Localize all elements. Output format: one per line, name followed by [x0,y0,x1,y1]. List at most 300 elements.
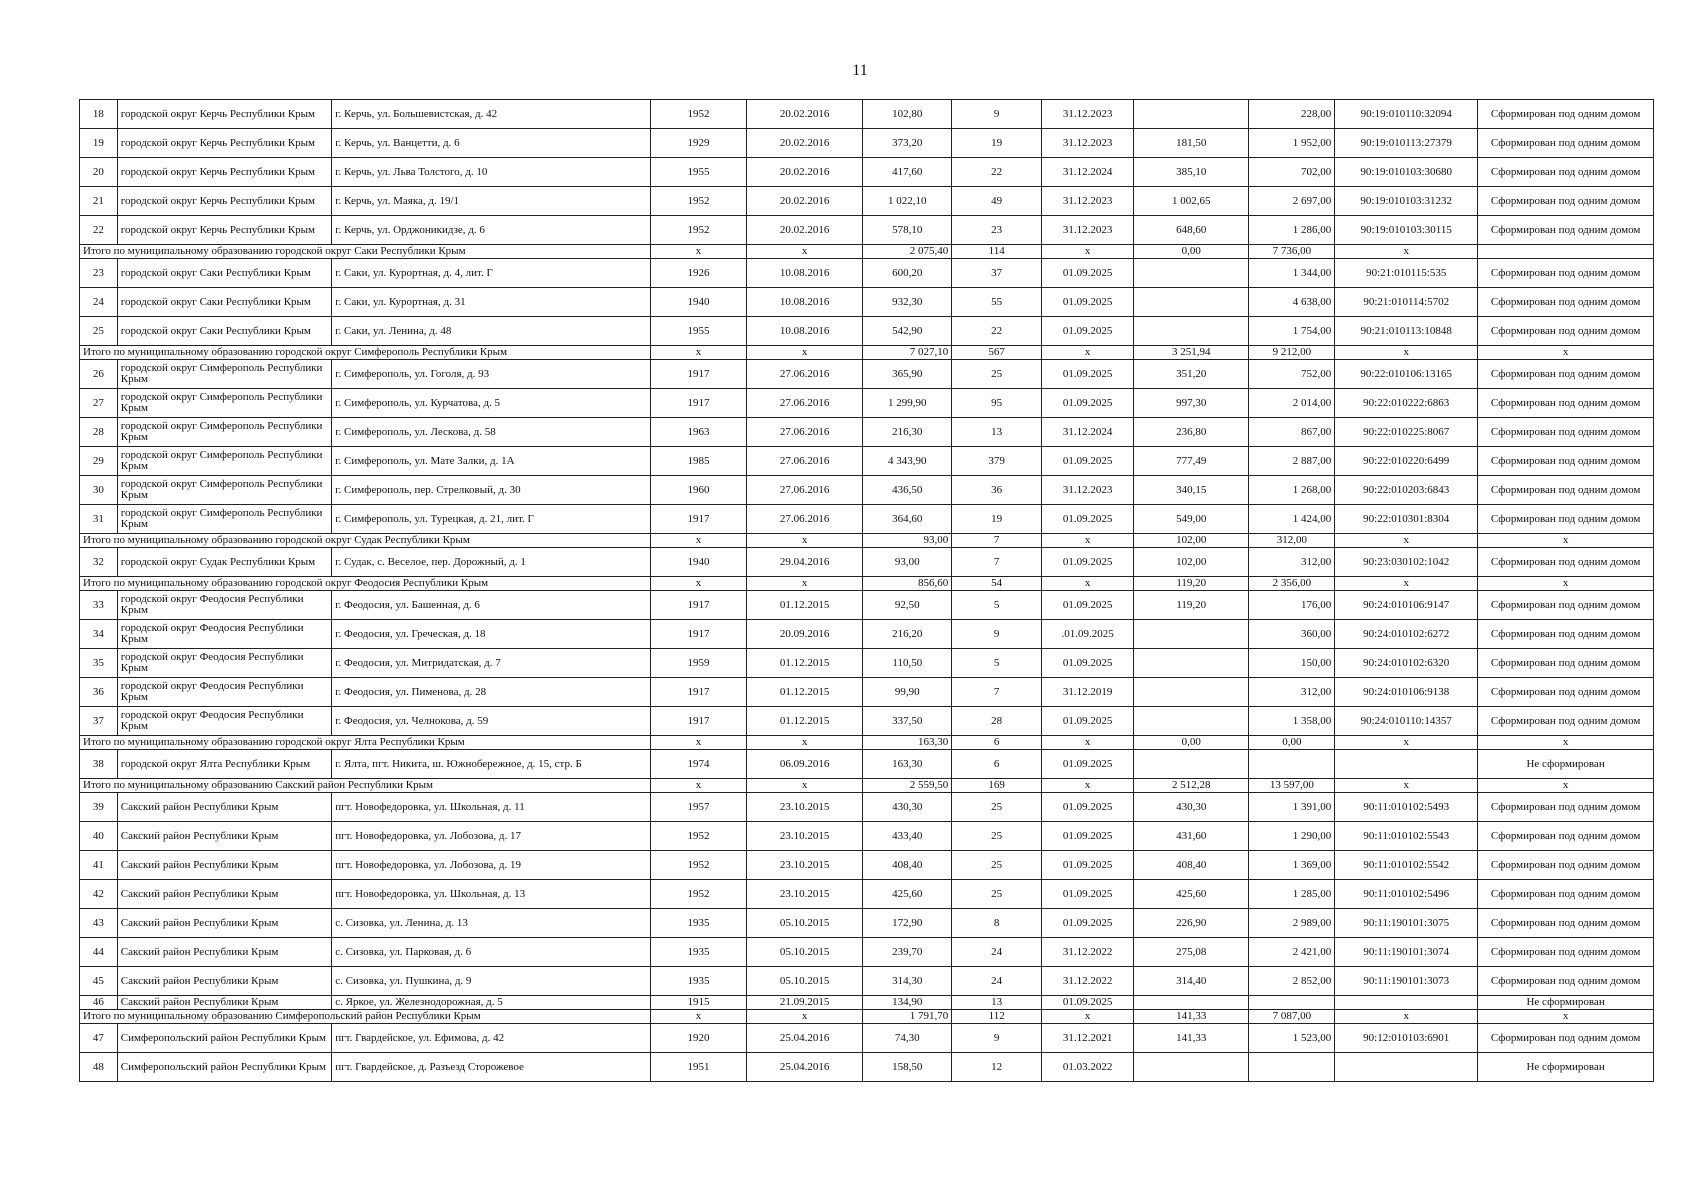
land-area-cell: 314,40 [1134,967,1249,996]
address-cell: г. Керчь, ул. Льва Толстого, д. 10 [332,158,651,187]
deadline-cell: 01.09.2025 [1042,996,1134,1010]
cost-cell: 176,00 [1249,591,1335,620]
address-cell: г. Феодосия, ул. Пименова, д. 28 [332,678,651,707]
address-cell: г. Симферополь, ул. Турецкая, д. 21, лит. Г [332,505,651,534]
area-cell: 4 343,90 [863,447,952,476]
owner-cell: Симферопольский район Республики Крым [117,1024,331,1053]
subtotal-area-land: 3 251,94 [1134,346,1249,360]
address-cell: г. Керчь, ул. Маяка, д. 19/1 [332,187,651,216]
residents-cell: 19 [952,129,1042,158]
land-area-cell: 236,80 [1134,418,1249,447]
land-status-cell: Сформирован под одним домом [1478,389,1654,418]
row-number: 23 [80,259,118,288]
subtotal-cost: 2 356,00 [1249,577,1335,591]
table-row [80,158,1654,187]
residents-cell: 25 [952,822,1042,851]
residents-cell: 5 [952,649,1042,678]
land-status-cell: Сформирован под одним домом [1478,129,1654,158]
area-cell: 364,60 [863,505,952,534]
cost-cell: 1 344,00 [1249,259,1335,288]
land-area-cell: 351,20 [1134,360,1249,389]
cadastral-number-cell: 90:24:010110:14357 [1335,707,1478,736]
year-built-cell: 1955 [650,158,746,187]
cost-cell: 1 369,00 [1249,851,1335,880]
deadline-cell: 31.12.2023 [1042,129,1134,158]
year-built-cell: 1952 [650,880,746,909]
area-cell: 542,90 [863,317,952,346]
land-area-cell [1134,750,1249,779]
subtotal-cadastral: x [1335,1010,1478,1024]
owner-cell: городской округ Феодосия Республики Крым [117,707,331,736]
address-cell: г. Судак, с. Веселое, пер. Дорожный, д. 1 [332,548,651,577]
year-built-cell: 1920 [650,1024,746,1053]
recognition-date-cell: 20.02.2016 [746,216,862,245]
year-built-cell: 1917 [650,389,746,418]
land-area-cell [1134,1053,1249,1082]
land-status-cell: Сформирован под одним домом [1478,938,1654,967]
address-cell: г. Симферополь, ул. Гоголя, д. 93 [332,360,651,389]
address-cell: г. Саки, ул. Курортная, д. 4, лит. Г [332,259,651,288]
area-cell: 99,90 [863,678,952,707]
subtotal-area: 163,30 [863,736,952,750]
owner-cell: Сакский район Республики Крым [117,996,331,1010]
recognition-date-cell: 20.02.2016 [746,129,862,158]
land-status-cell: Сформирован под одним домом [1478,620,1654,649]
deadline-cell: .01.09.2025 [1042,620,1134,649]
cadastral-number-cell: 90:23:030102:1042 [1335,548,1478,577]
address-cell: с. Сизовка, ул. Пушкина, д. 9 [332,967,651,996]
row-number: 19 [80,129,118,158]
residents-cell: 6 [952,750,1042,779]
address-cell: с. Сизовка, ул. Парковая, д. 6 [332,938,651,967]
address-cell: пгт. Гвардейское, д. Разъезд Сторожевое [332,1053,651,1082]
cost-cell: 1 754,00 [1249,317,1335,346]
table-row [80,505,1654,534]
deadline-cell: 31.12.2023 [1042,476,1134,505]
subtotal-residents: 7 [952,534,1042,548]
year-built-cell: 1917 [650,707,746,736]
deadline-cell: 31.12.2022 [1042,938,1134,967]
cost-cell: 360,00 [1249,620,1335,649]
row-number: 46 [80,996,118,1010]
deadline-cell: 31.12.2021 [1042,1024,1134,1053]
cadastral-number-cell: 90:21:010115:535 [1335,259,1478,288]
subtotal-row [80,577,1654,591]
area-cell: 365,90 [863,360,952,389]
cost-cell: 150,00 [1249,649,1335,678]
recognition-date-cell: 23.10.2015 [746,793,862,822]
table-row [80,620,1654,649]
land-status-cell: Сформирован под одним домом [1478,288,1654,317]
subtotal-row [80,245,1654,259]
area-cell: 417,60 [863,158,952,187]
subtotal-area-land: 119,20 [1134,577,1249,591]
recognition-date-cell: 01.12.2015 [746,707,862,736]
deadline-cell: 01.09.2025 [1042,317,1134,346]
subtotal-row [80,346,1654,360]
owner-cell: Симферопольский район Республики Крым [117,1053,331,1082]
subtotal-label: Итого по муниципальному образованию городской округ Ялта Республики Крым [80,736,651,750]
land-status-cell: Сформирован под одним домом [1478,418,1654,447]
cost-cell [1249,996,1335,1010]
recognition-date-cell: 05.10.2015 [746,909,862,938]
table-row [80,938,1654,967]
land-area-cell: 430,30 [1134,793,1249,822]
year-built-cell: 1940 [650,288,746,317]
cadastral-number-cell: 90:19:010103:31232 [1335,187,1478,216]
subtotal-area-land: 141,33 [1134,1010,1249,1024]
area-cell: 74,30 [863,1024,952,1053]
cost-cell [1249,1053,1335,1082]
land-status-cell: Сформирован под одним домом [1478,505,1654,534]
deadline-cell: 01.09.2025 [1042,707,1134,736]
area-cell: 578,10 [863,216,952,245]
year-built-cell: 1985 [650,447,746,476]
subtotal-label: Итого по муниципальному образованию Симферопольский район Республики Крым [80,1010,651,1024]
deadline-cell: 01.09.2025 [1042,793,1134,822]
subtotal-status: x [1478,736,1654,750]
table-row [80,996,1654,1010]
residents-cell: 19 [952,505,1042,534]
land-status-cell: Сформирован под одним домом [1478,649,1654,678]
land-status-cell: Сформирован под одним домом [1478,591,1654,620]
land-area-cell: 226,90 [1134,909,1249,938]
cadastral-number-cell: 90:11:010102:5542 [1335,851,1478,880]
row-number: 20 [80,158,118,187]
owner-cell: городской округ Саки Республики Крым [117,259,331,288]
table-row [80,100,1654,129]
row-number: 27 [80,389,118,418]
table-row [80,851,1654,880]
subtotal-deadline: x [1042,534,1134,548]
land-area-cell: 102,00 [1134,548,1249,577]
subtotal-cost: 9 212,00 [1249,346,1335,360]
land-area-cell: 549,00 [1134,505,1249,534]
subtotal-cadastral: x [1335,534,1478,548]
cadastral-number-cell: 90:19:010110:32094 [1335,100,1478,129]
owner-cell: городской округ Симферополь Республики Крым [117,360,331,389]
cost-cell: 228,00 [1249,100,1335,129]
land-status-cell: Сформирован под одним домом [1478,678,1654,707]
owner-cell: Сакский район Республики Крым [117,967,331,996]
area-cell: 408,40 [863,851,952,880]
year-built-cell: 1952 [650,187,746,216]
table-row [80,216,1654,245]
residents-cell: 22 [952,317,1042,346]
subtotal-area-land: 0,00 [1134,245,1249,259]
subtotal-year: x [650,346,746,360]
year-built-cell: 1935 [650,909,746,938]
cost-cell: 312,00 [1249,678,1335,707]
recognition-date-cell: 21.09.2015 [746,996,862,1010]
table-row [80,187,1654,216]
recognition-date-cell: 10.08.2016 [746,317,862,346]
cost-cell: 2 852,00 [1249,967,1335,996]
land-status-cell: Сформирован под одним домом [1478,317,1654,346]
row-number: 34 [80,620,118,649]
land-status-cell: Сформирован под одним домом [1478,1024,1654,1053]
subtotal-cadastral: x [1335,245,1478,259]
deadline-cell: 01.09.2025 [1042,548,1134,577]
subtotal-date: x [746,736,862,750]
land-area-cell [1134,100,1249,129]
row-number: 31 [80,505,118,534]
cadastral-number-cell: 90:11:010102:5496 [1335,880,1478,909]
residents-cell: 13 [952,996,1042,1010]
residents-cell: 28 [952,707,1042,736]
cadastral-number-cell: 90:21:010114:5702 [1335,288,1478,317]
table-row [80,389,1654,418]
table-row [80,317,1654,346]
land-status-cell: Сформирован под одним домом [1478,100,1654,129]
cost-cell [1249,750,1335,779]
subtotal-date: x [746,245,862,259]
residents-cell: 379 [952,447,1042,476]
cost-cell: 702,00 [1249,158,1335,187]
land-status-cell: Не сформирован [1478,996,1654,1010]
area-cell: 134,90 [863,996,952,1010]
residents-cell: 24 [952,938,1042,967]
cadastral-number-cell: 90:24:010102:6320 [1335,649,1478,678]
residents-cell: 25 [952,880,1042,909]
address-cell: г. Симферополь, ул. Лескова, д. 58 [332,418,651,447]
land-status-cell: Сформирован под одним домом [1478,476,1654,505]
cadastral-number-cell: 90:19:010113:27379 [1335,129,1478,158]
subtotal-row [80,779,1654,793]
land-area-cell [1134,678,1249,707]
year-built-cell: 1929 [650,129,746,158]
address-cell: с. Сизовка, ул. Ленина, д. 13 [332,909,651,938]
subtotal-year: x [650,534,746,548]
owner-cell: городской округ Керчь Республики Крым [117,129,331,158]
land-area-cell [1134,996,1249,1010]
table-row [80,360,1654,389]
residents-cell: 55 [952,288,1042,317]
land-area-cell: 141,33 [1134,1024,1249,1053]
cost-cell: 4 638,00 [1249,288,1335,317]
page-number: 11 [852,62,868,79]
owner-cell: городской округ Керчь Республики Крым [117,158,331,187]
row-number: 43 [80,909,118,938]
residents-cell: 7 [952,548,1042,577]
subtotal-area: 2 075,40 [863,245,952,259]
area-cell: 239,70 [863,938,952,967]
subtotal-cost: 7 736,00 [1249,245,1335,259]
year-built-cell: 1917 [650,591,746,620]
row-number: 33 [80,591,118,620]
row-number: 30 [80,476,118,505]
land-area-cell: 777,49 [1134,447,1249,476]
address-cell: пгт. Новофедоровка, ул. Лобозова, д. 17 [332,822,651,851]
land-area-cell: 119,20 [1134,591,1249,620]
year-built-cell: 1959 [650,649,746,678]
cost-cell: 1 952,00 [1249,129,1335,158]
land-status-cell: Сформирован под одним домом [1478,447,1654,476]
owner-cell: Сакский район Республики Крым [117,880,331,909]
subtotal-status: x [1478,534,1654,548]
cadastral-number-cell: 90:22:010106:13165 [1335,360,1478,389]
area-cell: 102,80 [863,100,952,129]
cadastral-number-cell: 90:22:010220:6499 [1335,447,1478,476]
recognition-date-cell: 05.10.2015 [746,938,862,967]
residents-cell: 13 [952,418,1042,447]
recognition-date-cell: 25.04.2016 [746,1024,862,1053]
subtotal-area: 856,60 [863,577,952,591]
deadline-cell: 31.12.2024 [1042,418,1134,447]
land-area-cell [1134,288,1249,317]
cadastral-number-cell [1335,750,1478,779]
land-area-cell: 275,08 [1134,938,1249,967]
address-cell: пгт. Гвардейское, ул. Ефимова, д. 42 [332,1024,651,1053]
land-status-cell: Сформирован под одним домом [1478,967,1654,996]
cadastral-number-cell [1335,996,1478,1010]
land-status-cell: Сформирован под одним домом [1478,548,1654,577]
recognition-date-cell: 27.06.2016 [746,476,862,505]
year-built-cell: 1960 [650,476,746,505]
address-cell: г. Симферополь, ул. Курчатова, д. 5 [332,389,651,418]
subtotal-label: Итого по муниципальному образованию городской округ Феодосия Республики Крым [80,577,651,591]
subtotal-cost: 7 087,00 [1249,1010,1335,1024]
table-row [80,649,1654,678]
area-cell: 314,30 [863,967,952,996]
land-status-cell: Сформирован под одним домом [1478,158,1654,187]
cadastral-number-cell: 90:21:010113:10848 [1335,317,1478,346]
table-row [80,793,1654,822]
land-status-cell: Сформирован под одним домом [1478,880,1654,909]
subtotal-date: x [746,779,862,793]
area-cell: 110,50 [863,649,952,678]
row-number: 32 [80,548,118,577]
deadline-cell: 31.12.2019 [1042,678,1134,707]
residents-cell: 7 [952,678,1042,707]
recognition-date-cell: 25.04.2016 [746,1053,862,1082]
deadline-cell: 31.12.2022 [1042,967,1134,996]
recognition-date-cell: 20.02.2016 [746,100,862,129]
cadastral-number-cell: 90:22:010222:6863 [1335,389,1478,418]
area-cell: 433,40 [863,822,952,851]
cadastral-number-cell: 90:24:010106:9147 [1335,591,1478,620]
deadline-cell: 01.03.2022 [1042,1053,1134,1082]
residents-cell: 37 [952,259,1042,288]
year-built-cell: 1952 [650,216,746,245]
land-area-cell: 181,50 [1134,129,1249,158]
area-cell: 430,30 [863,793,952,822]
table-row [80,1053,1654,1082]
recognition-date-cell: 10.08.2016 [746,259,862,288]
row-number: 36 [80,678,118,707]
row-number: 29 [80,447,118,476]
subtotal-date: x [746,534,862,548]
cadastral-number-cell [1335,1053,1478,1082]
deadline-cell: 31.12.2023 [1042,100,1134,129]
deadline-cell: 01.09.2025 [1042,591,1134,620]
owner-cell: Сакский район Республики Крым [117,938,331,967]
land-status-cell: Сформирован под одним домом [1478,851,1654,880]
deadline-cell: 01.09.2025 [1042,505,1134,534]
subtotal-residents: 567 [952,346,1042,360]
row-number: 47 [80,1024,118,1053]
cadastral-number-cell: 90:22:010225:8067 [1335,418,1478,447]
subtotal-status: x [1478,779,1654,793]
deadline-cell: 01.09.2025 [1042,822,1134,851]
subtotal-label: Итого по муниципальному образованию Сакский район Республики Крым [80,779,651,793]
cost-cell: 1 523,00 [1249,1024,1335,1053]
area-cell: 216,20 [863,620,952,649]
recognition-date-cell: 05.10.2015 [746,967,862,996]
owner-cell: Сакский район Республики Крым [117,822,331,851]
residents-cell: 9 [952,620,1042,649]
cost-cell: 2 421,00 [1249,938,1335,967]
deadline-cell: 31.12.2024 [1042,158,1134,187]
housing-registry-table [79,99,1654,1082]
table-row [80,678,1654,707]
address-cell: г. Керчь, ул. Орджоникидзе, д. 6 [332,216,651,245]
land-area-cell: 1 002,65 [1134,187,1249,216]
row-number: 45 [80,967,118,996]
cadastral-number-cell: 90:11:190101:3074 [1335,938,1478,967]
year-built-cell: 1915 [650,996,746,1010]
recognition-date-cell: 27.06.2016 [746,360,862,389]
residents-cell: 23 [952,216,1042,245]
cost-cell: 752,00 [1249,360,1335,389]
year-built-cell: 1917 [650,620,746,649]
subtotal-year: x [650,245,746,259]
year-built-cell: 1940 [650,548,746,577]
year-built-cell: 1935 [650,967,746,996]
area-cell: 93,00 [863,548,952,577]
deadline-cell: 01.09.2025 [1042,880,1134,909]
subtotal-area-land: 0,00 [1134,736,1249,750]
land-status-cell: Сформирован под одним домом [1478,793,1654,822]
recognition-date-cell: 23.10.2015 [746,851,862,880]
subtotal-label: Итого по муниципальному образованию городской округ Симферополь Республики Крым [80,346,651,360]
area-cell: 172,90 [863,909,952,938]
row-number: 28 [80,418,118,447]
table-body [80,100,1654,1082]
area-cell: 436,50 [863,476,952,505]
land-area-cell: 340,15 [1134,476,1249,505]
table-row [80,909,1654,938]
recognition-date-cell: 27.06.2016 [746,505,862,534]
deadline-cell: 31.12.2023 [1042,216,1134,245]
deadline-cell: 01.09.2025 [1042,851,1134,880]
year-built-cell: 1952 [650,822,746,851]
deadline-cell: 01.09.2025 [1042,288,1134,317]
subtotal-year: x [650,1010,746,1024]
subtotal-status: x [1478,577,1654,591]
row-number: 21 [80,187,118,216]
area-cell: 216,30 [863,418,952,447]
subtotal-cost: 0,00 [1249,736,1335,750]
deadline-cell: 01.09.2025 [1042,389,1134,418]
land-area-cell: 431,60 [1134,822,1249,851]
subtotal-residents: 6 [952,736,1042,750]
area-cell: 1 022,10 [863,187,952,216]
table-row [80,476,1654,505]
address-cell: г. Феодосия, ул. Греческая, д. 18 [332,620,651,649]
subtotal-date: x [746,346,862,360]
area-cell: 932,30 [863,288,952,317]
area-cell: 373,20 [863,129,952,158]
residents-cell: 95 [952,389,1042,418]
owner-cell: городской округ Феодосия Республики Крым [117,620,331,649]
recognition-date-cell: 29.04.2016 [746,548,862,577]
recognition-date-cell: 01.12.2015 [746,649,862,678]
land-status-cell: Сформирован под одним домом [1478,707,1654,736]
subtotal-residents: 112 [952,1010,1042,1024]
subtotal-deadline: x [1042,736,1134,750]
residents-cell: 25 [952,793,1042,822]
